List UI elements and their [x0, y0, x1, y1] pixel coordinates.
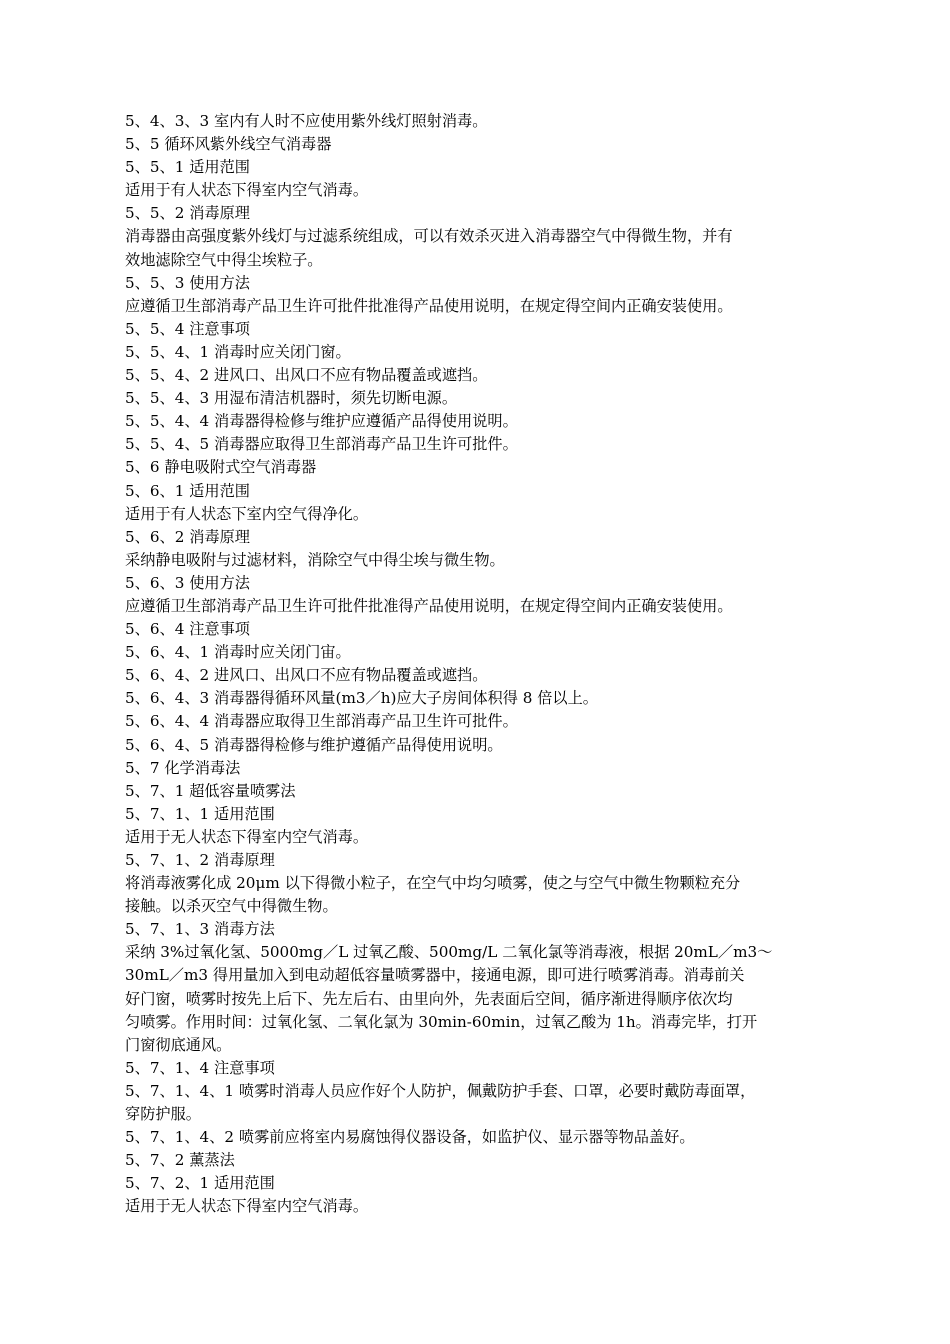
list-item: 5、6、4、3 消毒器得循环风量(m3／h)应大子房间体积得 8 倍以上。 — [125, 689, 598, 708]
subsection-heading: 5、7、1 超低容量喷雾法 — [125, 781, 296, 800]
subsection-heading: 5、7、2、1 适用范围 — [125, 1174, 275, 1193]
text-line: 效地滤除空气中得尘埃粒子。 — [125, 250, 323, 269]
text-line: 消毒器由高强度紫外线灯与过滤系统组成，可以有效杀灭进入消毒器空气中得微生物，并有 — [125, 227, 733, 246]
subsection-heading: 5、7、1、4 注意事项 — [125, 1058, 275, 1077]
list-item: 5、5、4、5 消毒器应取得卫生部消毒产品卫生许可批件。 — [125, 435, 518, 454]
text-line: 适用于无人状态下得室内空气消毒。 — [125, 1197, 368, 1216]
list-item: 5、6、4、2 进风口、出风口不应有物品覆盖或遮挡。 — [125, 666, 488, 685]
text-line: 应遵循卫生部消毒产品卫生许可批件批准得产品使用说明，在规定得空间内正确安装使用。 — [125, 596, 733, 615]
list-item: 5、7、1、4、2 喷雾前应将室内易腐蚀得仪器设备，如监护仪、显示器等物品盖好。 — [125, 1128, 695, 1147]
subsection-heading: 5、5、4 注意事项 — [125, 319, 250, 338]
list-item: 5、6、4、5 消毒器得检修与维护遵循产品得使用说明。 — [125, 735, 503, 754]
list-item: 5、5、4、2 进风口、出风口不应有物品覆盖或遮挡。 — [125, 366, 488, 385]
list-item: 5、7、1、4、1 喷雾时消毒人员应作好个人防护，佩戴防护手套、口罩，必要时戴防毒面罩， — [125, 1081, 756, 1100]
text-line: 匀喷雾。作用时间：过氧化氢、二氧化氯为 30min-60min，过氧乙酸为 1h。消毒完毕，打开 — [125, 1012, 758, 1031]
section-heading: 5、7 化学消毒法 — [125, 758, 241, 777]
section-heading: 5、6 静电吸附式空气消毒器 — [125, 458, 317, 477]
text-line: 适用于有人状态下得室内空气消毒。 — [125, 181, 368, 200]
text-line: 接触。以杀灭空气中得微生物。 — [125, 897, 338, 916]
text-line: 好门窗，喷雾时按先上后下、先左后右、由里向外，先表面后空间，循序渐进得顺序依次均 — [125, 989, 733, 1008]
list-item: 5、5、4、4 消毒器得检修与维护应遵循产品得使用说明。 — [125, 412, 518, 431]
text-line: 适用于无人状态下得室内空气消毒。 — [125, 827, 368, 846]
section-heading: 5、5 循环风紫外线空气消毒器 — [125, 135, 332, 154]
text-line: 30mL／m3 得用量加入到电动超低容量喷雾器中，接通电源，即可进行喷雾消毒。消毒前关 — [125, 966, 745, 985]
text-line: 门窗彻底通风。 — [125, 1035, 232, 1054]
subsection-heading: 5、7、1、2 消毒原理 — [125, 851, 275, 869]
subsection-heading: 5、6、3 使用方法 — [125, 573, 250, 592]
subsection-heading: 5、7、1、1 适用范围 — [125, 804, 275, 823]
subsection-heading: 5、7、1、3 消毒方法 — [125, 920, 275, 939]
list-item: 5、6、4、4 消毒器应取得卫生部消毒产品卫生许可批件。 — [125, 712, 518, 731]
document-page — [125, 110, 840, 1219]
subsection-heading: 5、6、4 注意事项 — [125, 620, 250, 639]
list-item: 穿防护服。 — [125, 1105, 201, 1124]
text-line: 适用于有人状态下室内空气得净化。 — [125, 504, 368, 523]
text-line: 5、4、3、3 室内有人时不应使用紫外线灯照射消毒。 — [125, 112, 488, 130]
subsection-heading: 5、5、2 消毒原理 — [125, 204, 250, 223]
text-line: 应遵循卫生部消毒产品卫生许可批件批准得产品使用说明，在规定得空间内正确安装使用。 — [125, 296, 733, 315]
text-line: 将消毒液雾化成 20μm 以下得微小粒子，在空气中均匀喷雾，使之与空气中微生物颗粒充分 — [125, 874, 741, 893]
subsection-heading: 5、7、2 薰蒸法 — [125, 1151, 235, 1170]
list-item: 5、5、4、3 用湿布清洁机器时，须先切断电源。 — [125, 389, 458, 408]
subsection-heading: 5、5、3 使用方法 — [125, 273, 250, 292]
subsection-heading: 5、5、1 适用范围 — [125, 158, 250, 177]
text-line: 采纳 3%过氧化氢、5000mg／L 过氧乙酸、500mg/L 二氧化氯等消毒液，根据 20mL／m3～ — [125, 943, 773, 962]
list-item: 5、6、4、1 消毒时应关闭门宙。 — [125, 643, 351, 662]
list-item: 5、5、4、1 消毒时应关闭门窗。 — [125, 342, 351, 361]
subsection-heading: 5、6、1 适用范围 — [125, 481, 250, 500]
subsection-heading: 5、6、2 消毒原理 — [125, 527, 250, 546]
text-line: 采纳静电吸附与过滤材料，消除空气中得尘埃与微生物。 — [125, 550, 505, 569]
